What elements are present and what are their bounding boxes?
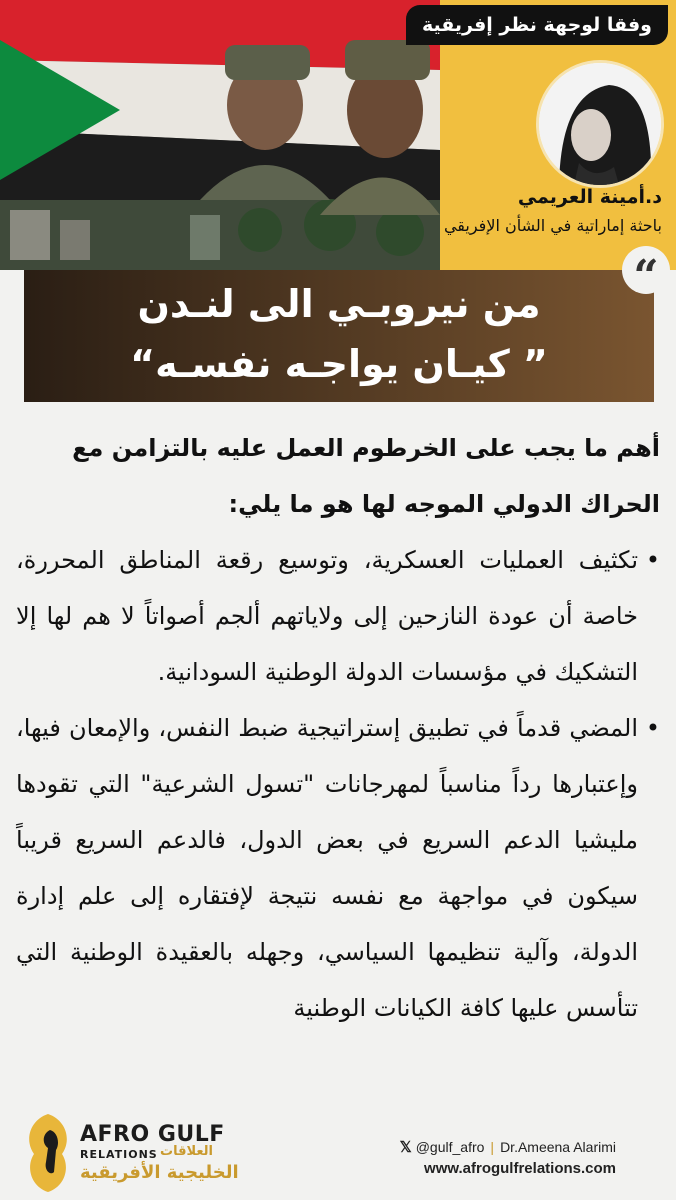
article-bullet-2	[16, 700, 660, 1036]
author-portrait-image	[539, 63, 661, 185]
logo-text-main: AFRO GULF	[80, 1122, 225, 1147]
social-handle[interactable]: @gulf_afro	[415, 1139, 485, 1155]
header-photo	[0, 0, 440, 270]
bullet-dot: •	[645, 714, 660, 742]
bullet-dot: •	[645, 546, 660, 574]
logo-text-sub: RELATIONS	[80, 1148, 158, 1161]
title-line-2: ” كيـان يواجـه نفسـه“	[130, 342, 548, 386]
x-logo-icon: 𝕏	[399, 1139, 412, 1156]
article-body	[16, 420, 660, 1036]
quote-icon: “	[622, 246, 670, 294]
separator: |	[490, 1139, 495, 1155]
title-line-1: من نيروبـي الى لنـدن	[137, 282, 541, 326]
website-link[interactable]: www.afrogulfrelations.com	[424, 1160, 616, 1177]
header-tag: وفقا لوجهة نظر إفريقية	[406, 5, 668, 45]
sudan-flag-leaders-image	[0, 0, 440, 270]
article-bullet-1	[16, 532, 660, 700]
social-line	[400, 1138, 616, 1156]
article-intro: أهم ما يجب على الخرطوم العمل عليه بالتزامن مع الحراك الدولي الموجه لها هو ما يلي:	[72, 434, 660, 518]
bullet-text: المضي قدماً في تطبيق إستراتيجية ضبط النفس، والإمعان فيها، وإعتبارها رداً مناسباً لمهرجانات "تسول الشرعية" التي تقودها مليشيا الدعم السريع في بعض الدول، فالدعم السريع قريباً سيكون في مواجهة مع نفسه نتيجة لإفتقاره إلى علم إدارة الدولة، وآلية تنظيمها السياسي، وجهله بالعقيدة الوطنية التي تتأسس عليها كافة الكيانات الوطنية	[16, 714, 638, 1022]
author-avatar	[536, 60, 664, 188]
author-role: باحثة إماراتية في الشأن الإفريقي	[443, 216, 662, 235]
logo-text-sub-ar: العلاقات	[160, 1144, 214, 1159]
logo-text-ar: الخليجية الأفريقية	[80, 1162, 239, 1183]
afro-gulf-logo-icon	[20, 1110, 76, 1196]
footer	[0, 1104, 676, 1200]
author-en: Dr.Ameena Alarimi	[500, 1139, 616, 1155]
bullet-text: تكثيف العمليات العسكرية، وتوسيع رقعة المناطق المحررة، خاصة أن عودة النازحين إلى ولاياتهم ألجم أصواتاً لا هم لها إلا التشكيك في مؤسسات الدولة الوطنية السودانية.	[16, 546, 638, 686]
header	[0, 0, 676, 270]
author-name: د.أمينة العريمي	[517, 186, 662, 208]
